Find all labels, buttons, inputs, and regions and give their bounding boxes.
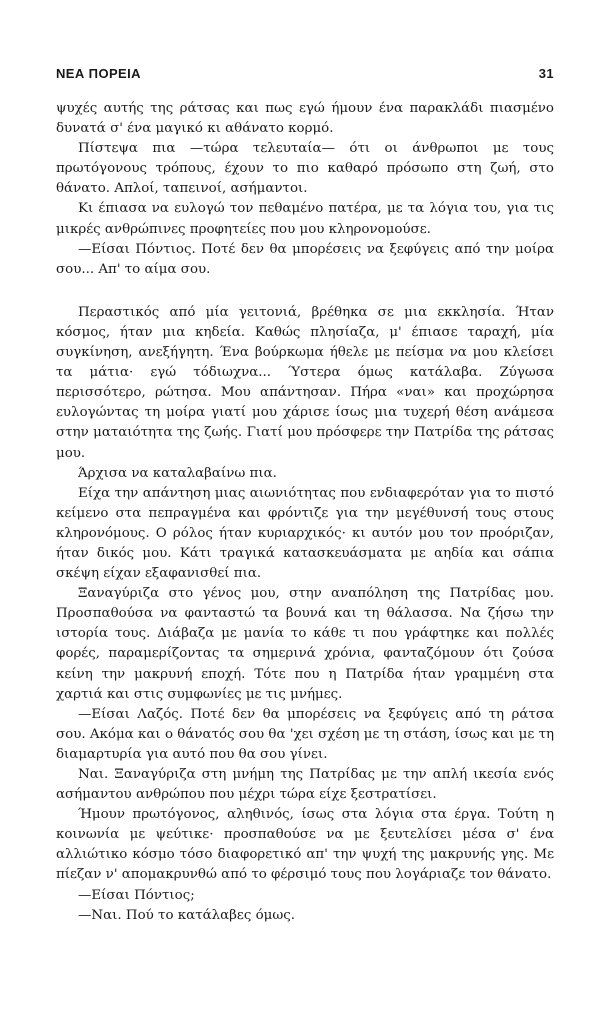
running-title: ΝΕΑ ΠΟΡΕΙΑ — [56, 66, 141, 81]
book-page — [56, 66, 554, 926]
paragraph: Κι έπιασα να ευλογώ τον πεθαμένο πατέρα, με τα λόγια του, για τις μικρές ανθρώπινες προφητείες που μου κληρονομούσε. — [56, 201, 554, 237]
running-header — [56, 66, 554, 90]
dialogue-line: —Είσαι Πόντιος. Ποτέ δεν θα μπορέσεις να ξεφύγεις από την μοίρα σου... Απ' το αίμα σου. — [56, 241, 554, 277]
section-break — [56, 280, 554, 303]
paragraph: Ήμουν πρωτόγονος, αληθινός, ίσως στα λόγια στα έργα. Τούτη η κοινωνία με ψεύτικε· προσπαθούσε να με ξευτελίσει μέσα σ' ένα αλλιώτικο κόσμο τόσο διαφορετικό απ' την ψυχή της μακρυνής γης. Με πίεζαν ν' απομακρυνθώ από το φέρσιμό τους που λογάριαζε τον θάνατο. — [56, 807, 554, 883]
page-number: 31 — [538, 66, 554, 81]
paragraph: Είχα την απάντηση μιας αιωνιότητας που ενδιαφερόταν για το πιστό κείμενο στα πεπραγμένα και φρόντιζε για την μεγέθυνσή τους στους κληρονόμους. Ο ρόλος ήταν κυριαρχικός· κι αυτόν μου τον προόριζαν, ήταν δικός μου. Κάτι τραγικά κατασκευάσματα με αηδία και σάπια σκέψη είχαν εξαφανισθεί πια. — [56, 485, 554, 582]
paragraph: Άρχισα να καταλαβαίνω πια. — [78, 465, 277, 481]
paragraph-continuation: ψυχές αυτής της ράτσας και πως εγώ ήμουν ένα παρακλάδι πιασμένο δυνατά σ' ένα μαγικό κι αθάνατο κορμό. — [56, 101, 554, 137]
dialogue-line: —Είσαι Λαζός. Ποτέ δεν θα μπορέσεις να ξεφύγεις από τη ράτσα σου. Ακόμα και ο θάνατός σου θα 'χει σχέση με τη στάση, ίσως και με τη διαμαρτυρία για αυτό που θα σου γίνει. — [56, 706, 554, 762]
paragraph: Πίστεψα πια —τώρα τελευταία— ότι οι άνθρωποι με τους πρωτόγονους τρόπους, έχουν το πιο καθαρό πρόσωπο στη ζωή, στο θάνατο. Απλοί, ταπεινοί, ασήμαντοι. — [56, 141, 554, 197]
paragraph: Ξαναγύριζα στο γένος μου, στην αναπόληση της Πατρίδας μου. Προσπαθούσα να φανταστώ τα βουνά και τη θάλασσα. Να ζήσω την ιστορία τους. Διάβαζα με μανία το κάθε τι που γράφτηκε και πολλές φορές, παραμερίζοντας τα σημερινά χρόνια, φανταζόμουν ότι ζούσα κείνη την μακρυνή εποχή. Τότε που η Πατρίδα ήταν γραμμένη στα χαρτιά και στις συμφωνίες με τις μνήμες. — [56, 586, 554, 702]
paragraph: Περαστικός από μία γειτονιά, βρέθηκα σε μια εκκλησία. Ήταν κόσμος, ήταν μια κηδεία. Καθώς πλησίαζα, μ' έπιασε ταραχή, μία συγκίνηση, ανεξήγητη. Ένα βούρκωμα ήθελε με πείσμα να μου κλείσει τα μάτια· εγώ τόδιωχνα... Ύστερα όμως κατάλαβα. Ζύγωσα περισσότερο, ρώτησα. Μου απάντησαν. Πήρα «ναι» και προχώρησα ευλογώντας τη μοίρα γιατί μου χάρισε ίσως μια τυχερή θέση ανάμεσα στην ματαιότητα της ζωής. Γιατί μου πρόσφερε την Πατρίδα της ράτσας μου. — [56, 304, 554, 461]
paragraph: Ναι. Ξαναγύριζα στη μνήμη της Πατρίδας με την απλή ικεσία ενός ασήμαντου ανθρώπου που μέχρι τώρα είχε ξεστρατίσει. — [56, 767, 554, 803]
dialogue-line: —Ναι. Πού το κατάλαβες όμως. — [78, 907, 296, 923]
dialogue-line: —Είσαι Πόντιος; — [78, 887, 195, 903]
body-text — [56, 99, 554, 926]
